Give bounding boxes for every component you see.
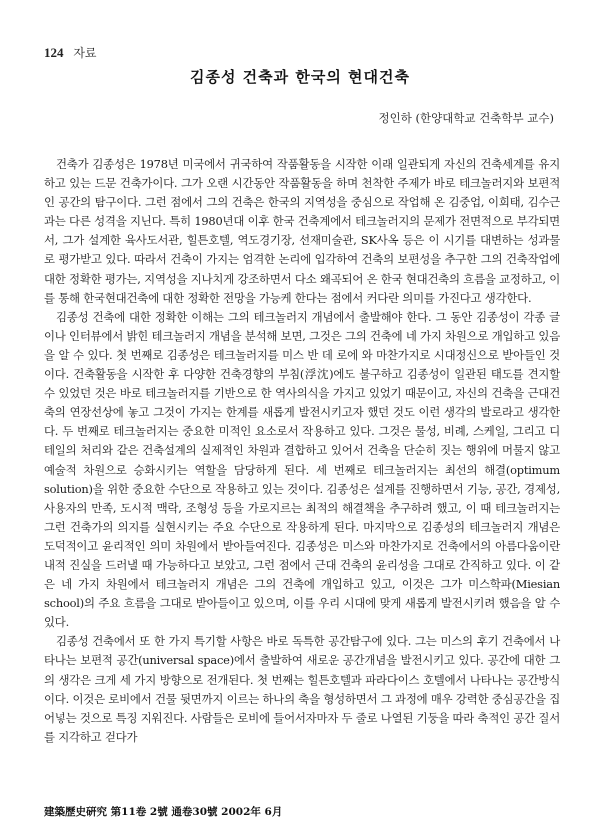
article-title: 김종성 건축과 한국의 현대건축: [189, 68, 411, 86]
page-header: [44, 44, 97, 61]
body-paragraph-2: 김종성 건축에 대한 정확한 이해는 그의 테크놀러지 개념에서 출발해야 한다. 그 동안 김종성이 각종 글이나 인터뷰에서 밝힌 테크놀러지 개념을 분석해 보면, 그것은 그의 건축에 네 가지 차원으로 개입하고 있음을 알 수 있다. 첫 번째로 김종성은 테크놀러지를 미스 반 데 로에 와 마찬가지로 시대정신으로 받아들인 것이다. 건축활동을 시작한 후 다양한 건축경향의 부침(浮沈)에도 불구하고 김종성이 일관된 태도를 견지할 수 있었던 것은 바로 테크놀러지를 기반으로 한 역사의식을 가지고 있었기 때문이고, 자신의 건축을 근대건축의 연장선상에 놓고 그것이 가지는 한계를 새롭게 발전시키고자 했던 것도 이런 생각의 발로라고 생각한다. 두 번째로 테크놀러지는 중요한 미적인 요소로서 작용하고 있다. 그것은 물성, 비례, 스케일, 그리고 디테일의 처리와 같은 건축설계의 실제적인 차원과 결합하고 있어서 건축을 단순히 짓는 행위에 머물지 않고 예술적 차원으로 승화시키는 역할을 담당하게 된다. 세 번째로 테크놀러지는 최선의 해결(optimum solution)을 위한 중요한 수단으로 작용하고 있는 것이다. 김종성은 설계를 진행하면서 기능, 공간, 경제성, 사용자의 만족, 도시적 맥락, 조형성 등을 가로지르는 최적의 해결책을 추구하려 했고, 이 때 테크놀러지는 그런 건축가의 의지를 실현시키는 주요 수단으로 작용하게 된다. 마지막으로 김종성의 테크놀러지 개념은 도덕적이고 윤리적인 의미 차원에서 받아들여진다. 김종성은 미스와 마찬가지로 건축에서의 아름다움이란 내적 진실을 드러낼 때 가능하다고 보았고, 그런 점에서 근대 건축의 윤리성을 그대로 간직하고 있다. 이 같은 네 가지 차원에서 테크놀러지 개념은 그의 건축에 개입하고 있고, 이것은 그가 미스학파(Miesian school)의 주요 흐름을 그대로 받아들이고 있으며, 이를 우리 시대에 맞게 새롭게 발전시키려 했음을 알 수 있다.: [44, 309, 560, 630]
page-number: 124: [44, 45, 64, 60]
body-paragraph-3: 김종성 건축에서 또 한 가지 특기할 사항은 바로 독특한 공간탐구에 있다. 그는 미스의 후기 건축에서 나타나는 보편적 공간(universal space)에서 출발하여 새로운 공간개념을 발전시키고 있다. 공간에 대한 그의 생각은 크게 세 가지 방향으로 전개된다. 첫 번째는 힐튼호텔과 파라다이스 호텔에서 나타나는 공간방식이다. 이것은 로비에서 건물 뒷면까지 이르는 하나의 축을 형성하면서 그 과정에 매우 강력한 중심공간을 집어넣는 것으로 특징 지워진다. 사람들은 로비에 들어서자마자 두 줄로 나열된 기둥을 따라 축적인 공간 질서를 지각하고 걷다가: [44, 634, 560, 744]
section-label: 자료: [73, 46, 97, 60]
article-body: [44, 155, 560, 747]
body-paragraph-1: 건축가 김종성은 1978년 미국에서 귀국하여 작품활동을 시작한 이래 일관되게 자신의 건축세계를 유지하고 있는 드문 건축가이다. 그가 오랜 시간동안 작품활동을 하며 천착한 주제가 바로 테크놀러지와 보편적인 공간의 탐구이다. 그런 점에서 그의 건축은 한국의 지역성을 중심으로 작업해 온 김중업, 이희태, 김수근과는 다른 성격을 지닌다. 특히 1980년대 이후 한국 건축계에서 테크놀러지의 문제가 전면적으로 부각되면서, 그가 설계한 육사도서관, 힐튼호텔, 역도경기장, 선재미술관, SK사옥 등은 이 시기를 대변하는 성과물로 평가받고 있다. 따라서 건축이 가지는 엄격한 논리에 입각하여 건축의 보편성을 추구한 그의 건축작업에 대한 정확한 평가는, 지역성을 지나치게 강조하면서 다소 왜곡되어 온 한국 현대건축의 흐름을 교정하고, 이를 통해 한국현대건축에 대한 정확한 전망을 가능케 한다는 점에서 커다란 의미를 가진다고 생각한다.: [44, 157, 560, 305]
article-author: 정인하 (한양대학교 건축학부 교수): [378, 111, 554, 125]
journal-footer: 建築歷史硏究 第11卷 2號 通卷30號 2002年 6月: [44, 806, 283, 818]
